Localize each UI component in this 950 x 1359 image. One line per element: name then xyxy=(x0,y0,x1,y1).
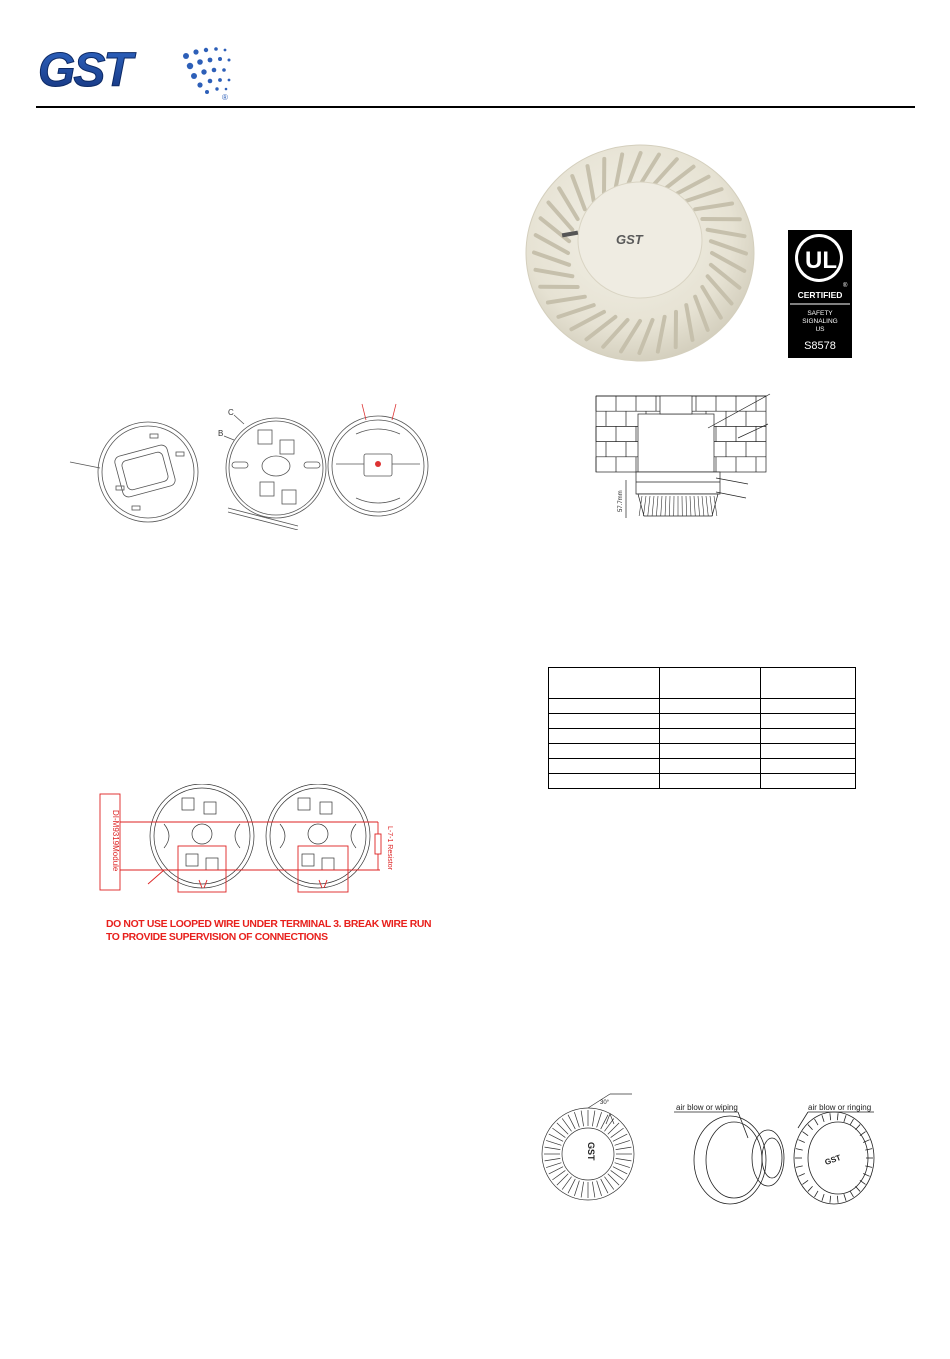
wiring-diagram xyxy=(98,784,398,899)
photo-brand: GST xyxy=(616,232,643,247)
module-label: DI-M9319Module xyxy=(111,810,120,872)
svg-text:C: C xyxy=(228,408,234,417)
svg-text:B: B xyxy=(218,429,224,438)
ul-file-number: S8578 xyxy=(804,340,836,352)
svg-text:®: ® xyxy=(843,283,848,289)
detector-exploded-view xyxy=(668,1098,888,1208)
svg-text:GST: GST xyxy=(586,1142,596,1161)
detector-head-top-view xyxy=(540,1090,650,1202)
callout-right: air blow or ringing xyxy=(808,1103,872,1112)
ul-letters: UL xyxy=(805,247,837,274)
svg-text:GST: GST xyxy=(823,1152,843,1168)
ul-certified-text: CERTIFIED xyxy=(797,290,843,300)
svg-text:57.7mm: 57.7mm xyxy=(618,490,624,512)
base-front-view xyxy=(70,422,198,522)
svg-text:US: US xyxy=(815,326,825,333)
table-row xyxy=(549,729,856,744)
table-row xyxy=(549,699,856,714)
table-header-row xyxy=(549,668,856,699)
resistor-label: L-7-1 Resistor xyxy=(386,826,393,870)
table-row xyxy=(549,714,856,729)
warning-line-1: DO NOT USE LOOPED WIRE UNDER TERMINAL 3. BREAK WIRE RUN xyxy=(106,919,432,930)
svg-text:SIGNALING: SIGNALING xyxy=(802,318,838,325)
installation-diagram xyxy=(588,388,778,528)
table-row xyxy=(549,774,856,789)
header-rule xyxy=(36,106,915,108)
spec-table xyxy=(548,667,856,789)
base-technical-drawings xyxy=(66,400,446,530)
ul-certification-mark xyxy=(788,230,852,358)
svg-text:SAFETY: SAFETY xyxy=(807,310,833,317)
base-rear-view xyxy=(218,408,326,530)
gst-logo xyxy=(36,42,236,102)
warning-line-2: TO PROVIDE SUPERVISION OF CONNECTIONS xyxy=(106,932,328,943)
registered-mark: ® xyxy=(222,93,228,102)
detector-photo xyxy=(520,140,760,365)
base-detail-view xyxy=(328,404,428,516)
callout-left: air blow or wiping xyxy=(676,1103,738,1112)
logo-dots-icon xyxy=(183,47,231,94)
svg-text:30°: 30° xyxy=(600,1100,610,1106)
wiring-warning xyxy=(106,918,432,944)
logo-text: GST xyxy=(38,44,131,97)
table-row xyxy=(549,744,856,759)
table-row xyxy=(549,759,856,774)
